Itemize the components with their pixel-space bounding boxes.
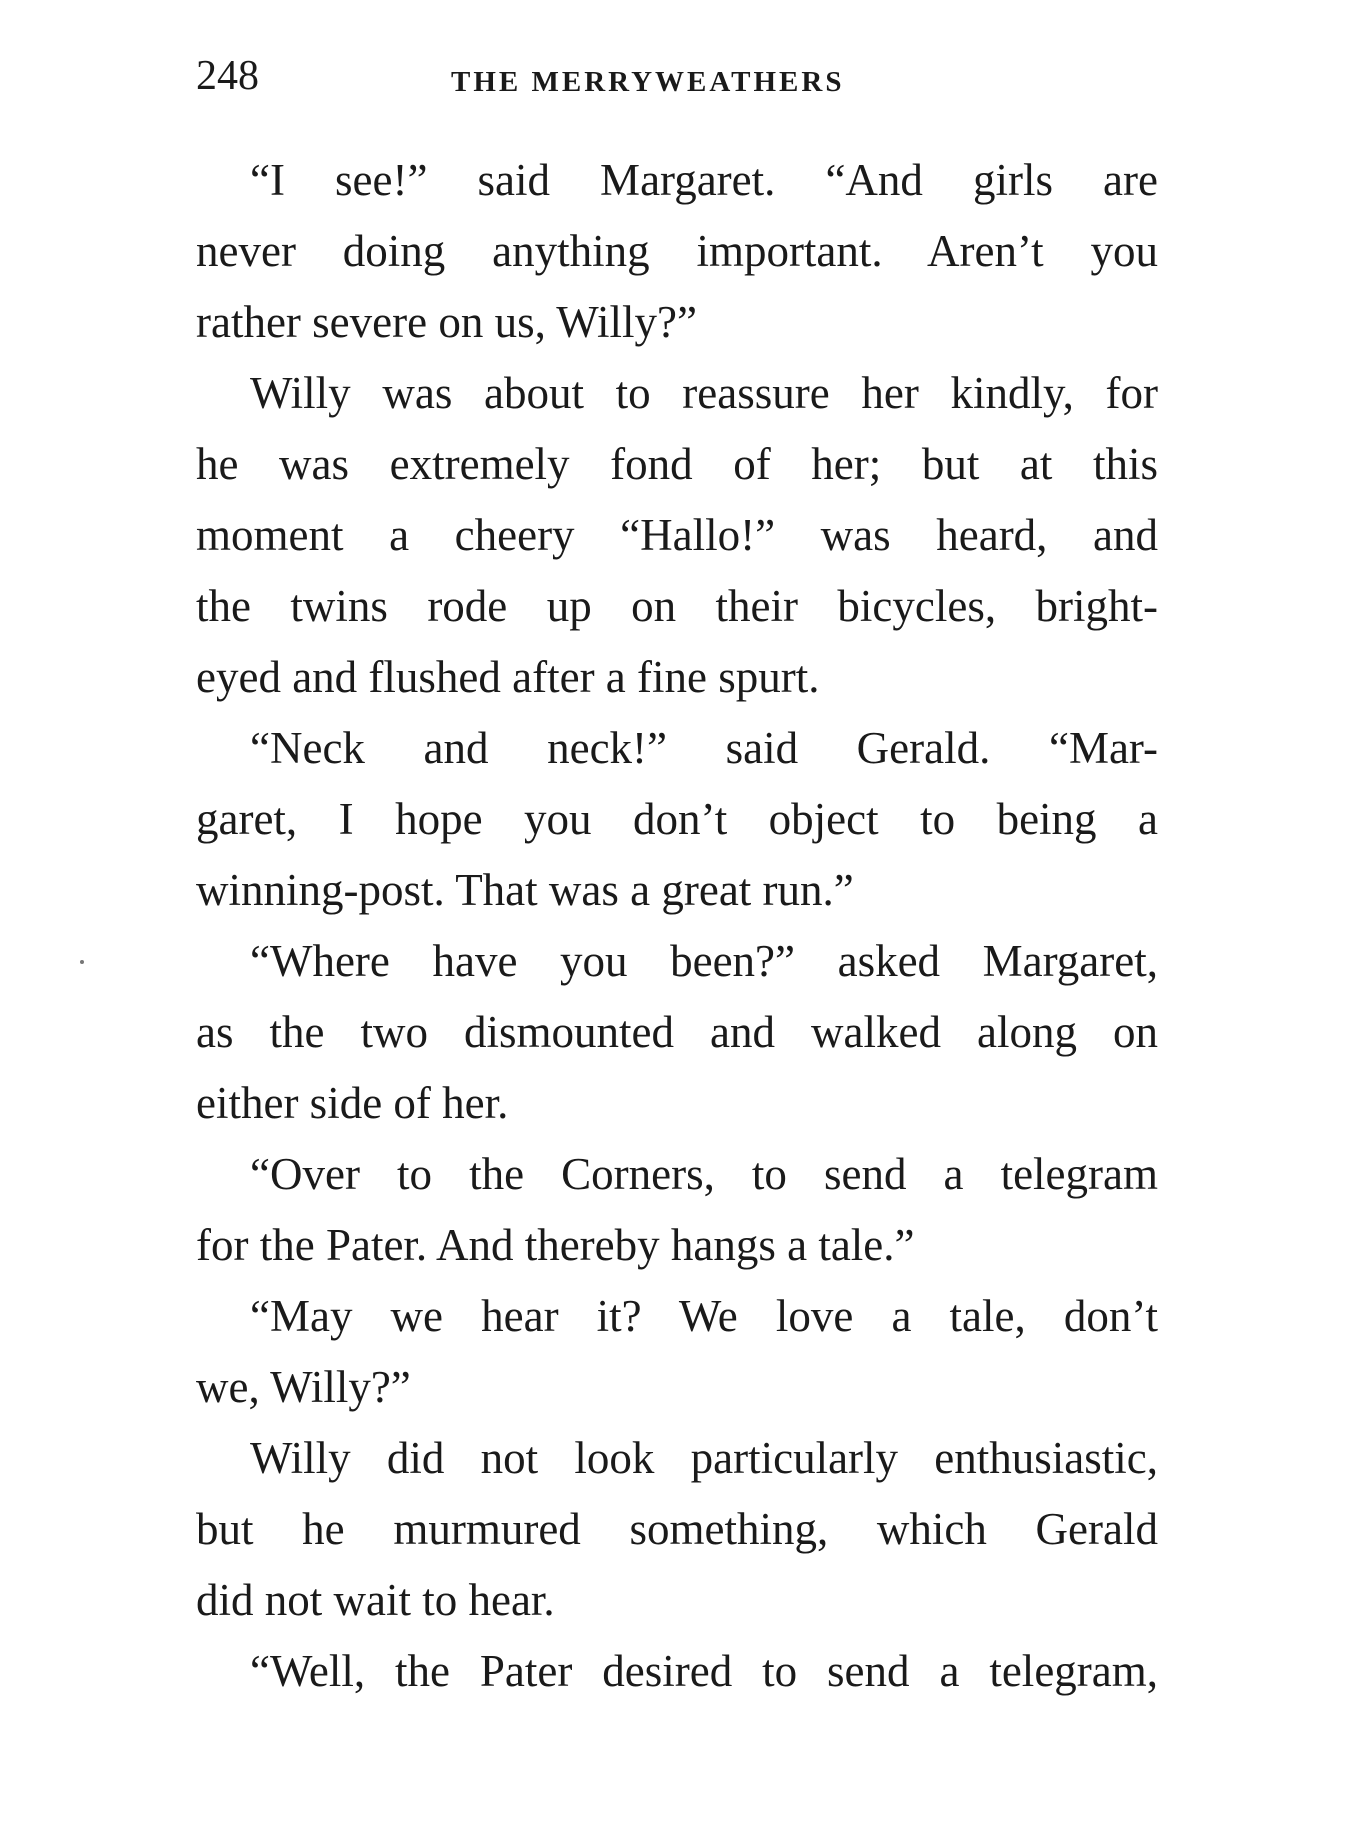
text-line: he was extremely fond of her; but at this	[196, 439, 1158, 489]
text-line: winning-post. That was a great run.”	[196, 865, 854, 915]
scan-speck	[80, 960, 84, 964]
text-line: “Well, the Pater desired to send a telegram,	[250, 1646, 1158, 1696]
running-title: THE MERRYWEATHERS	[451, 66, 845, 98]
text-line: never doing anything important. Aren’t you	[196, 226, 1158, 276]
text-line: eyed and flushed after a fine spurt.	[196, 652, 820, 702]
text-line: either side of her.	[196, 1078, 509, 1128]
text-line: “May we hear it? We love a tale, don’t	[250, 1291, 1158, 1341]
text-line: did not wait to hear.	[196, 1575, 555, 1625]
text-line: Willy was about to reassure her kindly, for	[250, 368, 1158, 418]
page-header	[196, 46, 1156, 106]
text-line: “Neck and neck!” said Gerald. “Mar-	[250, 723, 1158, 773]
text-line: Willy did not look particularly enthusiastic,	[250, 1433, 1158, 1483]
text-line: garet, I hope you don’t object to being a	[196, 794, 1158, 844]
text-line: but he murmured something, which Gerald	[196, 1504, 1158, 1554]
text-line: for the Pater. And thereby hangs a tale.”	[196, 1220, 915, 1270]
text-line: “I see!” said Margaret. “And girls are	[250, 155, 1158, 205]
text-line: we, Willy?”	[196, 1362, 411, 1412]
text-line: “Over to the Corners, to send a telegram	[250, 1149, 1158, 1199]
text-line: rather severe on us, Willy?”	[196, 297, 697, 347]
body-text	[196, 145, 1158, 1707]
text-line: “Where have you been?” asked Margaret,	[250, 936, 1158, 986]
text-line: as the two dismounted and walked along on	[196, 1007, 1158, 1057]
text-line: the twins rode up on their bicycles, bright-	[196, 581, 1158, 631]
page-number: 248	[196, 53, 259, 99]
text-line: moment a cheery “Hallo!” was heard, and	[196, 510, 1158, 560]
